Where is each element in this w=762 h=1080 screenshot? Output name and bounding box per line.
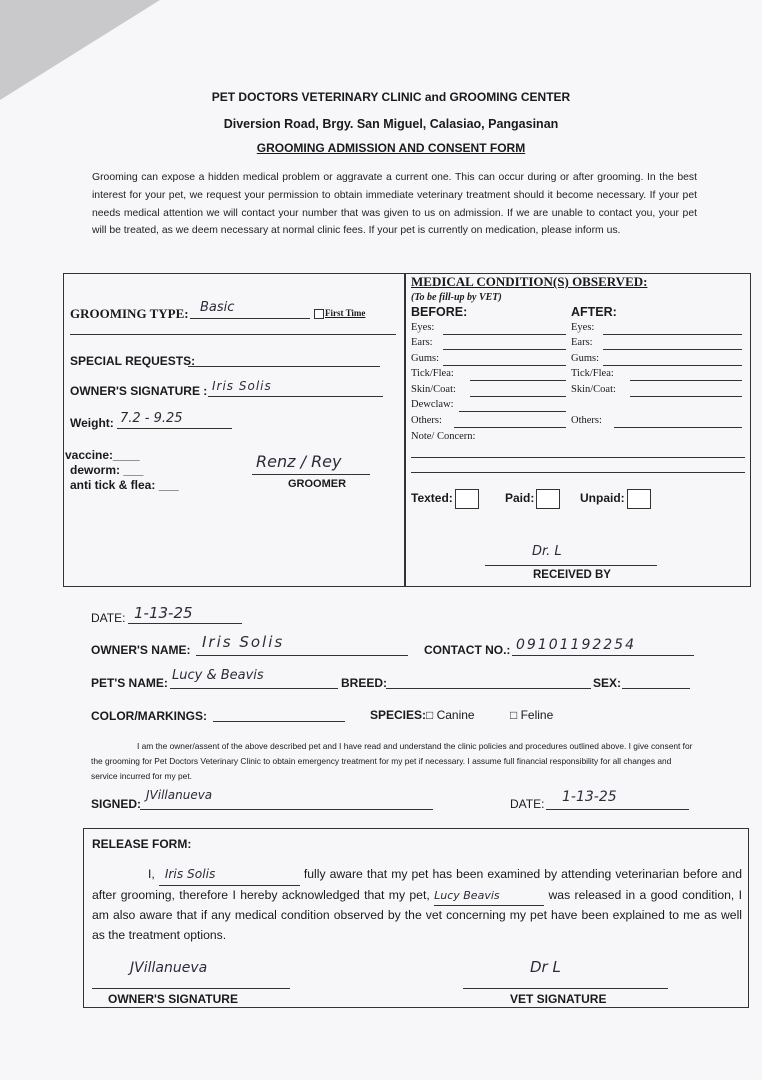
unpaid-label: Unpaid:: [580, 491, 625, 506]
first-time-checkbox[interactable]: [314, 309, 324, 319]
intro-paragraph: Grooming can expose a hidden medical problem or aggravate a current one. This can occur during or after grooming. In the best interest for your pet, we request your permission to obtain immediate veterinary treatment should it become necessary. If your pet needs medical attention we will contact your number that was given to us on admission. If we are unable to contact you, your pet will be treated, as we deem necessary at normal clinic fees. If your pet is currently on medication, please inform us.: [92, 172, 697, 237]
after-field-input[interactable]: [630, 380, 742, 381]
weight-label: Weight:: [70, 416, 114, 430]
special-requests-label: SPECIAL REQUESTS:: [70, 354, 196, 368]
paid-label: Paid:: [505, 491, 535, 506]
pet-name-label: PET'S NAME:: [91, 676, 168, 690]
species-feline-option[interactable]: □ Feline: [510, 708, 554, 722]
owner-signature-label: OWNER'S SIGNATURE :: [70, 384, 208, 398]
before-field-input[interactable]: [443, 334, 567, 335]
received-by-signature: Dr. L: [532, 544, 562, 559]
after-field-label: Gums:: [571, 353, 600, 364]
medical-subtitle: (To be fill-up by VET): [411, 292, 502, 303]
page-fold: [0, 0, 160, 100]
contact-value[interactable]: 09101192254: [516, 637, 636, 653]
release-owner-name[interactable]: Iris Solis: [159, 865, 300, 886]
date-label: DATE:: [91, 611, 126, 625]
color-markings-field[interactable]: [213, 721, 345, 722]
after-field-label: Ears:: [571, 337, 593, 348]
vaccine-label: vaccine:: [65, 448, 114, 462]
owner-signature-caption: OWNER'S SIGNATURE: [108, 992, 238, 1006]
deworm-label: deworm:: [70, 463, 121, 477]
owner-signature-value[interactable]: Iris Solis: [212, 379, 272, 393]
medical-title: MEDICAL CONDITION(S) OBSERVED:: [411, 274, 648, 289]
consent-date-value[interactable]: 1-13-25: [562, 789, 617, 805]
after-field-input[interactable]: [603, 334, 743, 335]
after-field-input[interactable]: [614, 427, 743, 428]
after-field-label: Skin/Coat:: [571, 384, 616, 395]
after-field-input[interactable]: [603, 349, 743, 350]
clinic-name: PET DOCTORS VETERINARY CLINIC and GROOMING CENTER: [211, 90, 571, 104]
after-field-input[interactable]: [603, 365, 743, 366]
breed-field[interactable]: [386, 688, 591, 689]
signed-label: SIGNED:: [91, 797, 142, 811]
release-owner-signature: JVillanueva: [130, 960, 208, 976]
before-field-input[interactable]: [459, 411, 566, 412]
color-markings-label: COLOR/MARKINGS:: [91, 709, 207, 723]
before-field-label: Dewclaw:: [411, 399, 454, 410]
owner-name-label: OWNER'S NAME:: [91, 643, 191, 657]
after-heading: AFTER:: [571, 305, 617, 319]
contact-label: CONTACT NO.:: [424, 643, 511, 657]
sex-field[interactable]: [622, 688, 690, 689]
breed-label: BREED:: [341, 676, 388, 690]
before-field-label: Others:: [411, 415, 442, 426]
note-line-2[interactable]: [411, 472, 745, 473]
first-time-label: First Time: [325, 308, 366, 318]
vet-signature: Dr L: [530, 958, 561, 976]
texted-checkbox[interactable]: [455, 489, 479, 509]
pet-name-value[interactable]: Lucy & Beavis: [172, 668, 264, 683]
unpaid-checkbox[interactable]: [627, 489, 651, 509]
after-field-label: Eyes:: [571, 322, 595, 333]
before-field-input[interactable]: [454, 427, 567, 428]
before-field-input[interactable]: [443, 349, 567, 350]
vet-signature-caption: VET SIGNATURE: [510, 992, 607, 1006]
antitick-label: anti tick & flea:: [70, 478, 156, 492]
before-field-label: Tick/Flea:: [411, 368, 454, 379]
before-field-input[interactable]: [470, 396, 566, 397]
form-title: GROOMING ADMISSION AND CONSENT FORM: [256, 141, 526, 155]
after-field-label: Others:: [571, 415, 602, 426]
release-pet-name[interactable]: Lucy Beavis: [434, 886, 544, 907]
before-field-input[interactable]: [470, 380, 566, 381]
note-label: Note/ Concern:: [411, 431, 476, 442]
before-field-label: Ears:: [411, 337, 433, 348]
signed-value[interactable]: JVillanueva: [146, 788, 213, 802]
release-paragraph: I, Iris Solis fully aware that my pet has been examined by attending veterinarian before and after grooming, therefore I hereby acknowledged that my pet, Lucy Beavis was released in a good condition, I am also aware that if any medical condition observed by the vet concerning my pet have been explained to me as well as the treatment options.: [92, 867, 743, 942]
grooming-type-label: GROOMING TYPE:: [70, 306, 189, 321]
groomer-label: GROOMER: [288, 478, 347, 490]
consent-text: I am the owner/assent of the above described pet and I have read and understand the clinic policies and procedures outlined above. I give consent for the grooming for Pet Doctors Veterinary Clinic to obtain emergency treatment for my pet if necessary. I assume full financial responsibility for all changes and service incurred for my pet.: [91, 741, 693, 781]
texted-label: Texted:: [411, 491, 453, 506]
before-field-label: Gums:: [411, 353, 440, 364]
after-field-label: Tick/Flea:: [571, 368, 614, 379]
sex-label: SEX:: [593, 676, 622, 690]
before-field-input[interactable]: [443, 365, 567, 366]
date-value[interactable]: 1-13-25: [134, 604, 193, 622]
species-label: SPECIES:: [370, 708, 427, 722]
received-by-label: RECEIVED BY: [533, 569, 611, 581]
weight-value[interactable]: 7.2 - 9.25: [120, 411, 183, 426]
release-title: RELEASE FORM:: [92, 837, 192, 851]
paid-checkbox[interactable]: [536, 489, 560, 509]
before-field-label: Skin/Coat:: [411, 384, 456, 395]
note-line-1[interactable]: [411, 457, 745, 458]
species-canine-option[interactable]: □ Canine: [426, 708, 475, 722]
groomer-signature: Renz / Rey: [256, 452, 342, 471]
clinic-address: Diversion Road, Brgy. San Miguel, Calasiao, Pangasinan: [223, 117, 559, 131]
consent-date-label: DATE:: [510, 797, 545, 811]
box-divider: [404, 273, 406, 586]
owner-name-value[interactable]: Iris Solis: [202, 633, 285, 651]
special-requests-field[interactable]: [188, 366, 380, 367]
before-field-label: Eyes:: [411, 322, 435, 333]
grooming-type-value[interactable]: Basic: [200, 300, 235, 315]
before-heading: BEFORE:: [411, 305, 468, 319]
after-field-input[interactable]: [630, 396, 742, 397]
